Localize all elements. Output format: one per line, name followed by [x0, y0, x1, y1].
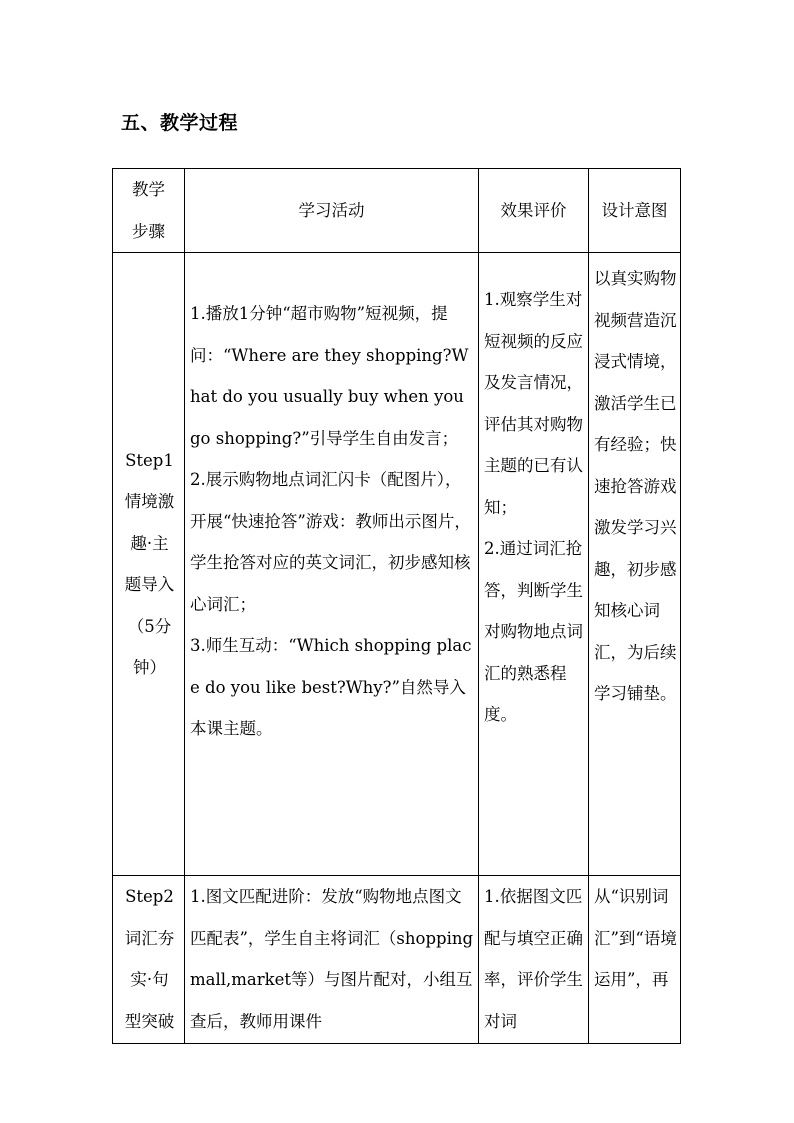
table-row: [113, 876, 681, 1044]
step-cell: Step1 情境激 趣·主 题导入 （5分 钟）: [113, 253, 185, 876]
header-evaluation: 效果评价: [479, 169, 589, 253]
evaluation-cell: 1.依据图文匹配与填空正确率，评价学生对词: [479, 876, 589, 1044]
header-activity: 学习活动: [185, 169, 479, 253]
intent-cell: 从“识别词汇”到“语境运用”，再: [589, 876, 681, 1044]
activity-cell: 1.播放1分钟“超市购物”短视频，提问：“Where are they shopping?What do you usually buy when you go shopping?”引导学生自由发言； 2.展示购物地点词汇闪卡（配图片），开展“快速抢答”游戏：教师出示图片，学生抢答对应的英文词汇，初步感知核心词汇； 3.师生互动：“Which shopping place do you like best?Why?”自然导入本课主题。: [185, 253, 479, 876]
evaluation-cell: 1.观察学生对短视频的反应及发言情况，评估其对购物主题的已有认知； 2.通过词汇抢答，判断学生对购物地点词汇的熟悉程度。: [479, 253, 589, 876]
intent-cell: 以真实购物视频营造沉浸式情境，激活学生已有经验；快速抢答游戏激发学习兴趣，初步感知核心词汇，为后续学习铺垫。: [589, 253, 681, 876]
activity-cell: 1.图文匹配进阶：发放“购物地点图文匹配表”，学生自主将词汇（shopping mall,market等）与图片配对，小组互查后，教师用课件: [185, 876, 479, 1044]
teaching-process-table: [112, 168, 681, 1044]
header-step: 教学 步骤: [113, 169, 185, 253]
step-cell: Step2 词汇夯 实·句 型突破: [113, 876, 185, 1044]
section-title: 五、教学过程: [121, 112, 239, 134]
table-row: [113, 253, 681, 876]
header-intent: 设计意图: [589, 169, 681, 253]
table-header-row: [113, 169, 681, 253]
